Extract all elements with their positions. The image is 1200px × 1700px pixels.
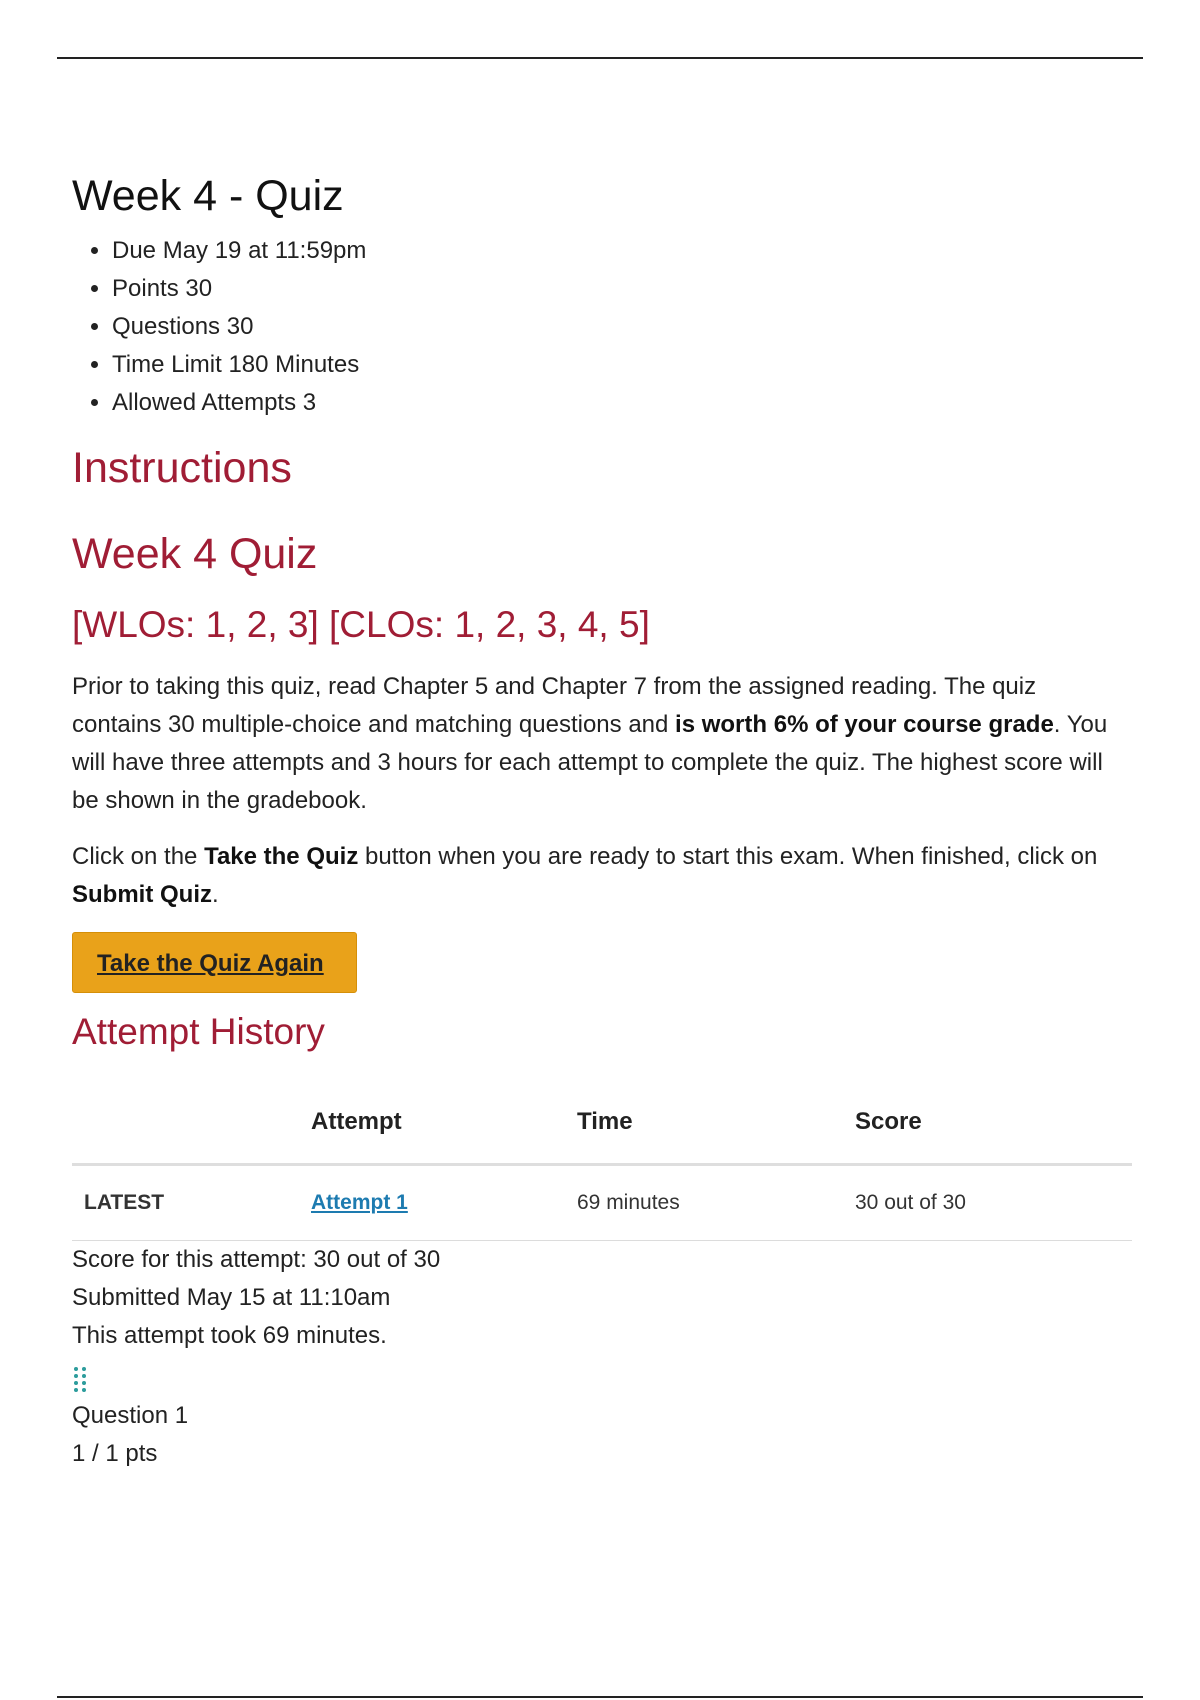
column-header-score: Score [854, 1081, 1132, 1165]
attempt-summary [72, 1241, 1132, 1355]
instructions-paragraph-2: Click on the Take the Quiz button when you are ready to start this exam. When finished, click on Submit Quiz. [72, 843, 1098, 908]
bottom-divider [57, 1696, 1143, 1698]
latest-badge: LATEST [72, 1165, 310, 1241]
instructions-heading: Instructions [72, 444, 292, 492]
attempt-duration: This attempt took 69 minutes. [72, 1322, 387, 1349]
drag-handle-icon-glyph [72, 1365, 88, 1393]
attempt-history-table [72, 1081, 1132, 1241]
attempt-score: Score for this attempt: 30 out of 30 [72, 1246, 441, 1273]
instructions-paragraph-1: Prior to taking this quiz, read Chapter 5 and Chapter 7 from the assigned reading. The quiz contains 30 multiple-choice and matching questions and is worth 6% of your course grade. You will have three attempts and 3 hours for each attempt to complete the quiz. The highest score will be shown in the gradebook. [72, 673, 1108, 814]
take-quiz-again-button[interactable]: Take the Quiz Again [72, 932, 357, 993]
question-title: Question 1 [72, 1402, 189, 1429]
quiz-details-list [72, 232, 1132, 422]
top-divider [57, 57, 1143, 59]
time-cell: 69 minutes [576, 1165, 854, 1241]
detail-due: • Due May 19 at 11:59pm [112, 232, 1132, 270]
attempt-cell [310, 1165, 576, 1241]
attempt-submitted: Submitted May 15 at 11:10am [72, 1284, 391, 1311]
table-header-row [72, 1081, 1132, 1165]
attempt-history-heading: Attempt History [72, 1011, 325, 1052]
detail-allowed-attempts: • Allowed Attempts 3 [112, 384, 1132, 422]
detail-questions: • Questions 30 [112, 308, 1132, 346]
detail-points: • Points 30 [112, 270, 1132, 308]
table-row [72, 1165, 1132, 1241]
question-points: 1 / 1 pts [72, 1440, 158, 1467]
quiz-page [72, 166, 1132, 1473]
quiz-subheading: Week 4 Quiz [72, 530, 318, 578]
learning-outcomes: [WLOs: 1, 2, 3] [CLOs: 1, 2, 3, 4, 5] [72, 604, 650, 645]
column-header-time: Time [576, 1081, 854, 1165]
attempt-1-link[interactable]: Attempt 1 [311, 1191, 408, 1214]
column-header-tag [72, 1081, 310, 1165]
drag-handle-icon[interactable] [72, 1365, 1132, 1397]
page-title: Week 4 - Quiz [72, 172, 344, 220]
column-header-attempt: Attempt [310, 1081, 576, 1165]
detail-time-limit: • Time Limit 180 Minutes [112, 346, 1132, 384]
score-cell: 30 out of 30 [854, 1165, 1132, 1241]
